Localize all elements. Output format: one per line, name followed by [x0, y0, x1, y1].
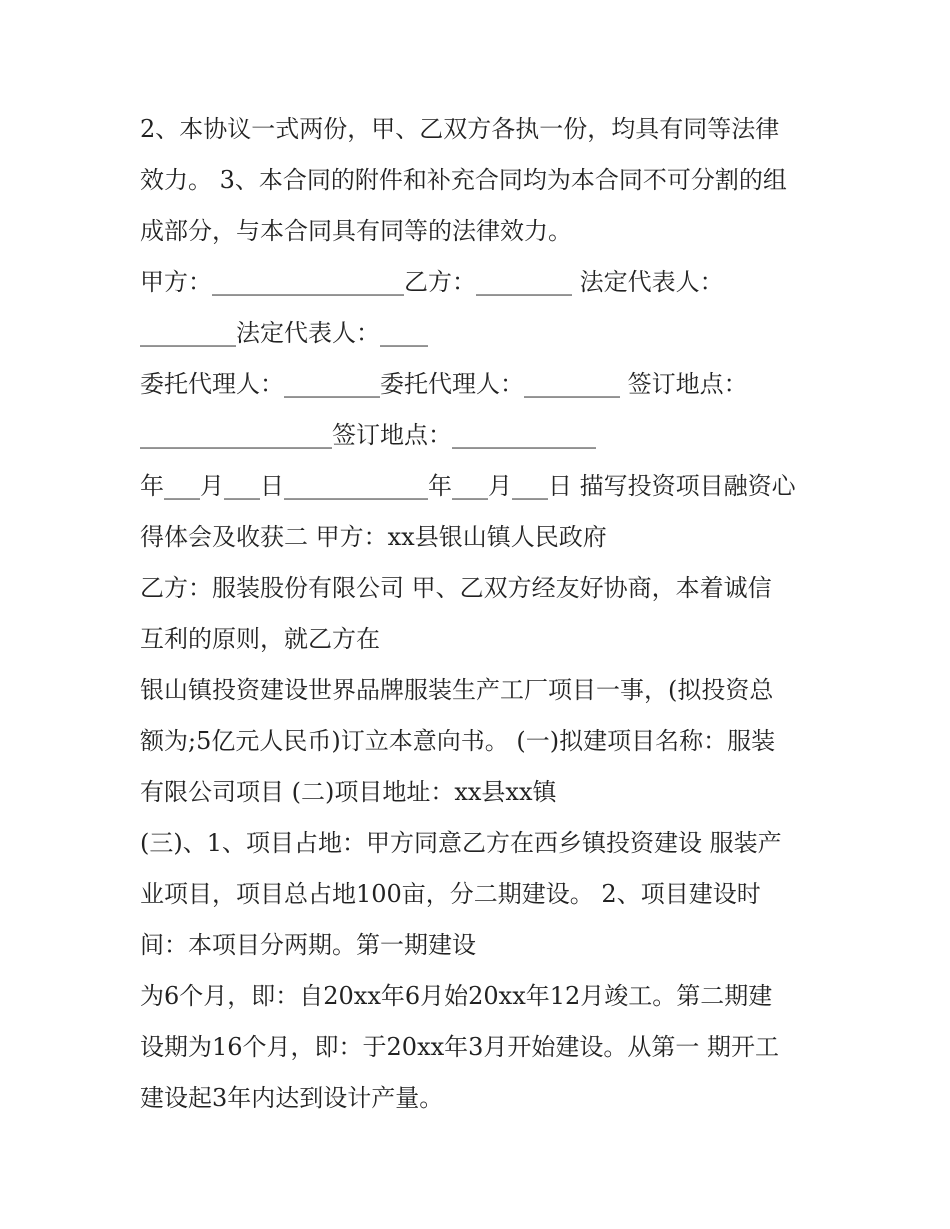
- text-line-8: 年___月___日____________年___月___日 描写投资项目融资心: [140, 472, 796, 500]
- text-line-3: 成部分，与本合同具有同等的法律效力。: [140, 217, 572, 245]
- text-line-17: 间：本项目分两期。第一期建设: [140, 931, 476, 959]
- text-line-10: 乙方：服装股份有限公司 甲、乙双方经友好协商，本着诚信: [140, 574, 772, 602]
- text-line-6: 委托代理人：________委托代理人：________ 签订地点：: [140, 370, 748, 398]
- text-line-7: ________________签订地点：____________: [140, 421, 596, 449]
- text-line-4: 甲方：________________乙方：________ 法定代表人：: [140, 268, 724, 296]
- text-line-2: 效力。 3、本合同的附件和补充合同均为本合同不可分割的组: [140, 166, 787, 194]
- text-line-20: 建设起3年内达到设计产量。: [140, 1084, 444, 1112]
- text-line-9: 得体会及收获二 甲方：xx县银山镇人民政府: [140, 523, 607, 551]
- text-line-15: (三)、1、项目占地：甲方同意乙方在西乡镇投资建设 服装产: [140, 829, 782, 857]
- text-line-12: 银山镇投资建设世界品牌服装生产工厂项目一事，(拟投资总: [140, 676, 774, 704]
- text-line-16: 业项目，项目总占地100亩，分二期建设。 2、项目建设时: [140, 880, 761, 908]
- text-line-14: 有限公司项目 (二)项目地址：xx县xx镇: [140, 778, 557, 806]
- text-line-5: ________法定代表人：____: [140, 319, 428, 347]
- text-line-1: 2、本协议一式两份，甲、乙双方各执一份，均具有同等法律: [140, 115, 780, 143]
- text-line-19: 设期为16个月，即：于20xx年3月开始建设。从第一 期开工: [140, 1033, 780, 1061]
- text-line-18: 为6个月，即：自20xx年6月始20xx年12月竣工。第二期建: [140, 982, 773, 1010]
- text-line-13: 额为;5亿元人民币)订立本意向书。 (一)拟建项目名称：服装: [140, 727, 776, 755]
- text-line-11: 互利的原则，就乙方在: [140, 625, 380, 653]
- document-body: [140, 104, 820, 1124]
